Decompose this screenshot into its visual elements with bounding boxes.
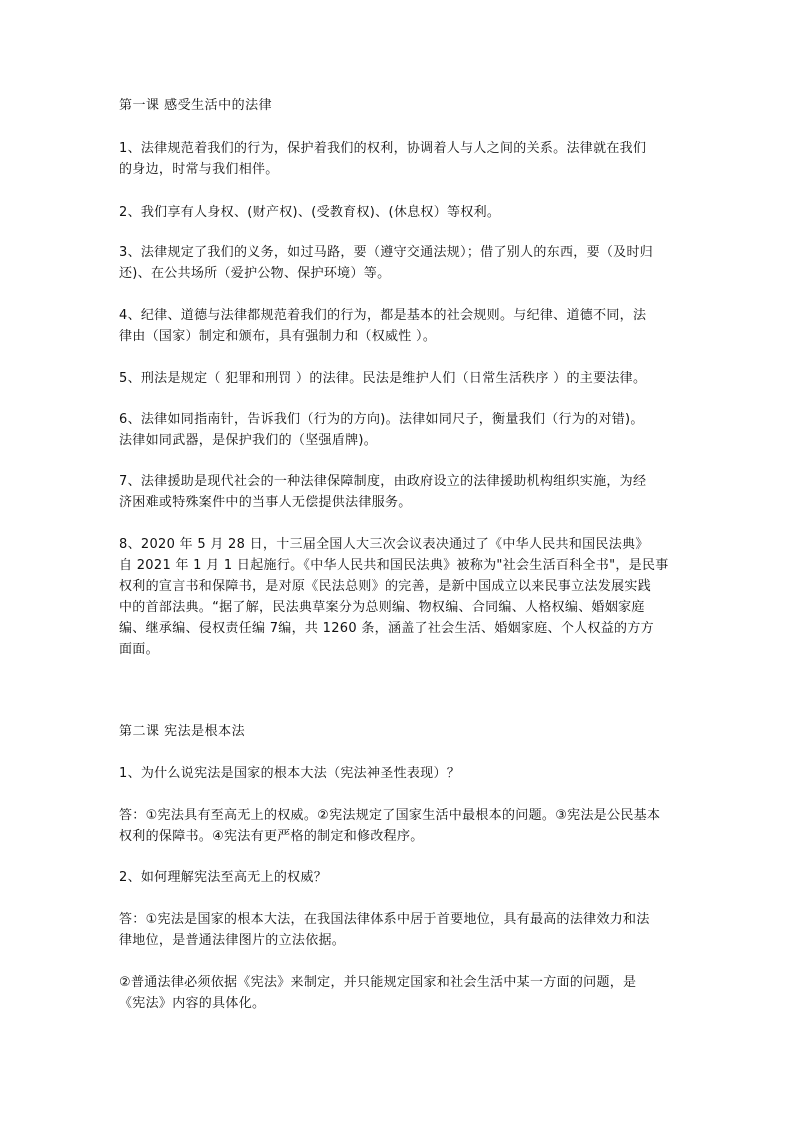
- lesson2-title: 第二课 宪法是根本法: [119, 724, 246, 739]
- paragraph-line: 5、刑法是规定（ 犯罪和刑罚 ）的法律。民法是维护人们（日常生活秩序 ）的主要法律。: [119, 371, 647, 386]
- answer-line: 《宪法》内容的具体化。: [119, 996, 266, 1011]
- paragraph-line: 的身边，时常与我们相伴。: [119, 162, 279, 177]
- paragraph-line: 编、继承编、侵权责任编 7编，共 1260 条，涵盖了社会生活、婚姻家庭、个人权益的方方: [119, 621, 654, 636]
- paragraph-line: 1、法律规范着我们的行为，保护着我们的权利，协调着人与人之间的关系。法律就在我们: [119, 141, 647, 156]
- paragraph-line: 中的首部法典。“据了解，民法典草案分为总则编、物权编、合同编、人格权编、婚姻家庭: [119, 600, 645, 615]
- paragraph-line: 8、2020 年 5 月 28 日，十三届全国人大三次会议表决通过了《中华人民共和国民法典》: [119, 537, 649, 552]
- answer-line: 律地位，是普通法律图片的立法依据。: [119, 933, 346, 948]
- paragraph-line: 法律如同武器，是保护我们的（坚强盾牌)。: [119, 433, 378, 448]
- paragraph-line: 权利的宣言书和保障书，是对原《民法总则》的完善，是新中国成立以来民事立法发展实践: [119, 579, 652, 594]
- answer-line: ②普通法律必须依据《宪法》来制定，并只能规定国家和社会生活中某一方面的问题，是: [119, 975, 637, 990]
- paragraph-line: 6、法律如同指南针，告诉我们（行为的方向)。法律如同尺子，衡量我们（行为的对错)。: [119, 412, 644, 427]
- paragraph-line: 7、法律援助是现代社会的一种法律保障制度，由政府设立的法律援助机构组织实施，为经: [119, 474, 647, 489]
- paragraph-line: 自 2021 年 1 月 1 日起施行。《中华人民共和国民法典》被称为"社会生活百科全书"，是民事: [119, 558, 669, 573]
- paragraph-line: 3、法律规定了我们的义务，如过马路，要（遵守交通法规）；借了别人的东西，要（及时归: [119, 245, 654, 260]
- paragraph-line: 济困难或特殊案件中的当事人无偿提供法律服务。: [119, 495, 412, 510]
- question-line: 2、如何理解宪法至高无上的权威？: [119, 870, 328, 885]
- question-line: 1、为什么说宪法是国家的根本大法（宪法神圣性表现）？: [119, 766, 461, 781]
- paragraph-line: 4、纪律、道德与法律都规范着我们的行为，都是基本的社会规则。与纪律、道德不同，法: [119, 308, 647, 323]
- paragraph-line: 律由（国家）制定和颁布，具有强制力和（权威性 ）。: [119, 329, 437, 344]
- paragraph-line: 面面。: [119, 642, 159, 657]
- lesson1-title: 第一课 感受生活中的法律: [119, 98, 273, 113]
- answer-line: 答：①宪法具有至高无上的权威。②宪法规定了国家生活中最根本的问题。③宪法是公民基本: [119, 808, 661, 823]
- answer-line: 权利的保障书。④宪法有更严格的制定和修改程序。: [119, 829, 424, 844]
- answer-line: 答：①宪法是国家的根本大法，在我国法律体系中居于首要地位，具有最高的法律效力和法: [119, 912, 650, 927]
- paragraph-line: 2、我们享有人身权、(财产权)、(受教育权)、(休息权）等权利。: [119, 205, 501, 220]
- paragraph-line: 还)、在公共场所（爱护公物、保护环境）等。: [119, 266, 391, 281]
